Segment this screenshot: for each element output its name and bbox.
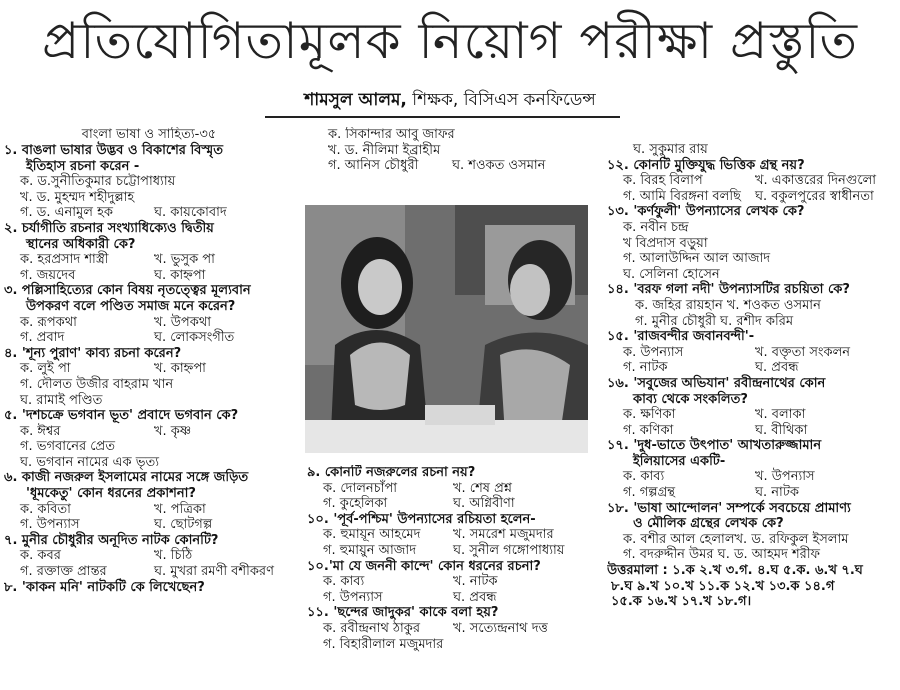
interview-photo <box>305 205 588 453</box>
question-14: ১৪. 'বরফ গলা নদী' উপন্যাসটির রচয়িতা কে? <box>607 282 850 298</box>
option-row <box>307 590 607 606</box>
question-7: ৭. মুনীর চৌধুরীর অনূদিত নাটক কোনটি? <box>4 532 219 548</box>
option: ঘ. মুখরা রমণী বশীকরণ <box>154 564 274 580</box>
question-4: ৪. 'শূন্য পুরাণ' কাব্য রচনা করেন? <box>4 345 182 361</box>
section-title: বাংলা ভাষা ও সাহিত্য-৩৫ <box>81 127 217 142</box>
option: ক. দোলনচাঁপা <box>323 480 398 496</box>
byline-role: শিক্ষক, বিসিএস কনফিডেন্স <box>412 90 596 110</box>
option: ঘ. অগ্নিবীণা <box>453 496 515 512</box>
option: খ. সত্যেন্দ্রনাথ দত্ত <box>453 620 548 636</box>
question-18-cont: ও মৌলিক গ্রন্থের লেখক কে? <box>633 516 784 532</box>
option: ঘ. বকুলপুরের স্বাধীনতা <box>755 188 874 204</box>
option: গ. ড. এনামুল হক <box>20 205 113 221</box>
option-row <box>607 142 900 158</box>
option: খ. ড. মুহম্মদ শহীদুল্লাহ <box>20 189 135 205</box>
option-row <box>4 548 294 564</box>
option: গ. ভগবানের প্রেত <box>20 439 115 455</box>
option: গ. জয়দেব <box>20 267 76 283</box>
question-15: ১৫. 'রাজবন্দীর জবানবন্দী'- <box>607 329 755 345</box>
option: ক. কাব্য <box>323 574 365 590</box>
option-row <box>607 251 900 267</box>
question-3-cont: উপকরণ বলে পণ্ডিত সমাজ মনে করেন? <box>26 298 236 314</box>
option: খ. নাটক <box>453 574 498 590</box>
option: ক. ক্ষণিকা <box>623 407 676 423</box>
question-6-cont: 'ধূমকেতু' কোন ধরনের প্রকাশনা? <box>26 486 196 502</box>
option-row <box>4 377 294 393</box>
option-row <box>4 252 294 268</box>
option: গ. আনিস চৌধুরী <box>328 158 419 174</box>
headline: প্রতিযোগিতামূলক নিয়োগ পরীক্ষা প্রস্তুতি <box>41 12 859 70</box>
question-18: ১৮. 'ভাষা আন্দোলন' সম্পর্কে সবচেয়ে প্রামাণ্য <box>607 500 851 516</box>
option-row <box>4 439 294 455</box>
option: গ. মুনীর চৌধুরী ঘ. রশীদ করিম <box>635 313 794 329</box>
option-row <box>607 532 900 548</box>
question-10: ১০. 'পূর্ব-পশ্চিম' উপন্যাসের রচিয়তা হলেন- <box>307 511 536 527</box>
option-row <box>307 543 607 559</box>
option: ক. উপন্যাস <box>623 344 684 360</box>
option: গ. উপন্যাস <box>323 589 383 605</box>
option: খ. সমরেশ মজুমদার <box>453 527 554 543</box>
option-row <box>607 236 900 252</box>
option: গ. আলাউদ্দিন আল আজাদ <box>623 251 771 267</box>
option: ক. হরপ্রসাদ শাস্ত্রী <box>20 252 109 268</box>
option: গ. বিহারীলাল মজুমদার <box>323 636 444 652</box>
column-2-bottom <box>307 465 607 690</box>
option-row <box>4 361 294 377</box>
option: ঘ. ভগবান নামের এক ভৃত্য <box>20 454 159 470</box>
option-row <box>307 574 607 590</box>
question-9: ৯. কোনটি নজরুলের রচনা নয়? <box>307 465 476 480</box>
option-row <box>607 173 900 189</box>
option: ঘ. নাটক <box>755 485 800 501</box>
option-row <box>4 455 294 471</box>
option: গ. কুহেলিকা <box>323 496 388 512</box>
option: ক. লুই পা <box>20 361 71 377</box>
option: ক. জহির রায়হান খ. শওকত ওসমান <box>635 297 821 313</box>
option-row <box>4 205 294 221</box>
option: ক. বিরহ বিলাপ <box>623 173 703 189</box>
question-8: ৮. 'কাকন মনি' নাটকটি কে লিখেছেন? <box>4 579 205 595</box>
option: ঘ. কায়কোবাদ <box>154 205 227 221</box>
question-6: ৬. কাজী নজরুল ইসলামের নামের সঙ্গে জড়িত <box>4 470 249 486</box>
option-row <box>307 527 607 543</box>
option: খ. একাত্তরের দিনগুলো <box>755 173 877 189</box>
option: গ. আমি বিরঙ্গনা বলছি <box>623 188 741 204</box>
option: ঘ. কাহ্নপা <box>154 267 206 283</box>
option: খ. শেষ প্রশ্ন <box>453 480 512 496</box>
question-10x: ১০.'মা যে জননী কান্দে' কোন ধরনের রচনা? <box>307 558 541 574</box>
option: খ. কৃষ্ণ <box>154 423 192 439</box>
answer-key-line-3: ১৫.ক ১৬.খ ১৭.খ ১৮.গ। <box>611 594 752 610</box>
option: খ. বলাকা <box>755 407 806 423</box>
byline <box>0 88 900 112</box>
option-row <box>4 190 294 206</box>
option-row <box>607 423 900 439</box>
option-row <box>4 315 294 331</box>
option: গ. দৌলত উজীর বাহরাম খান <box>20 376 174 392</box>
option: খ. ড. নীলিমা ইব্রাহীম <box>328 142 441 158</box>
option-row <box>607 485 900 501</box>
option: ঘ. সেলিনা হোসেন <box>623 266 720 282</box>
question-3: ৩. পল্লিসাহিত্যের কোন বিষয় নৃতত্ত্বের মূল্যবান <box>4 283 251 299</box>
option-row <box>312 143 597 159</box>
option: ক. ড.সুনীতিকুমার চট্টোপাধ্যায় <box>20 174 176 190</box>
column-2-top <box>312 127 597 202</box>
question-5: ৫. 'দশচক্রে ভগবান ভূত' প্রবাদে ভগবান কে? <box>4 408 239 424</box>
option-row <box>4 424 294 440</box>
option-row <box>607 345 900 361</box>
option: ক. সিকান্দার আবু জাফর <box>328 127 455 142</box>
option-row <box>4 268 294 284</box>
option: ক. কবর <box>20 548 61 564</box>
option: খ. উপন্যাস <box>755 469 815 485</box>
option-row <box>607 469 900 485</box>
option: ক. কবিতা <box>20 501 71 517</box>
option: ক. বশীর আল হেলালখ. ড. রফিকুল ইসলাম <box>623 531 849 547</box>
option-row <box>607 267 900 283</box>
option-row <box>4 393 294 409</box>
option: ঘ. রামাই পণ্ডিত <box>20 392 103 408</box>
answer-key-line-2: ৮.ঘ ৯.খ ১০.খ ১১.ক ১২.খ ১৩.ক ১৪.গ <box>611 578 835 594</box>
option: ঘ. সুকুমার রায় <box>633 142 708 157</box>
option-row <box>607 298 900 314</box>
option: ক. কাব্য <box>623 469 665 485</box>
option-row <box>307 637 607 653</box>
option: গ. নাটক <box>623 360 668 376</box>
option-row <box>307 481 607 497</box>
option: ঘ. সুনীল গঙ্গোপাধ্যায় <box>453 542 565 558</box>
option-row <box>607 360 900 376</box>
option: ক. রূপকথা <box>20 314 77 330</box>
option-row <box>607 547 900 563</box>
answer-key-line-1: উত্তরমালা : ১.ক ২.খ ৩.গ. ৪.ঘ ৫.ক. ৬.খ ৭.ঘ <box>607 563 863 579</box>
question-1-cont: ইতিহাস রচনা করেন - <box>26 158 140 174</box>
option: গ. বদরুদ্দীন উমর ঘ. ড. আহমদ শরীফ <box>623 547 821 563</box>
option-row <box>607 314 900 330</box>
option: খ. কাহ্নপা <box>154 361 206 377</box>
question-1: ১. বাঙলা ভাষার উদ্ভব ও বিকাশের বিস্মৃত <box>4 143 223 158</box>
option: গ. প্রবাদ <box>20 330 65 346</box>
option: খ. বক্তৃতা সংকলন <box>755 344 851 360</box>
question-17: ১৭. 'দুধ-ভাতে উৎপাত' আখতারুজ্জামান <box>607 438 822 454</box>
option: গ. হুমায়ুন আজাদ <box>323 542 417 558</box>
option-row <box>4 564 294 580</box>
option: খ. উপকথা <box>154 314 212 330</box>
option-row <box>607 189 900 205</box>
column-1 <box>4 127 294 690</box>
question-16: ১৬. 'সবুজের অভিযান' রবীন্দ্রনাথের কোন <box>607 375 826 391</box>
question-12: ১২. কোনটি মুক্তিযুদ্ধ ভিত্তিক গ্রন্থ নয়? <box>607 157 805 173</box>
question-11: ১১. 'ছন্দের জাদুকর' কাকে বলা হয়? <box>307 605 499 621</box>
option-row <box>307 621 607 637</box>
option: ঘ. লোকসংগীত <box>154 330 235 346</box>
option: ক. রবীন্দ্রনাথ ঠাকুর <box>323 620 421 636</box>
option: খ. ভুসুক পা <box>154 252 215 268</box>
photo-illustration <box>305 205 588 453</box>
option: গ. কণিকা <box>623 422 674 438</box>
option: খ. পত্রিকা <box>154 501 206 517</box>
question-2: ২. চর্যাগীতি রচনার সংখ্যাধিক্যেও দ্বিতীয় <box>4 220 214 236</box>
option: ঘ. বীথিকা <box>755 422 808 438</box>
option: খ. চিঠি <box>154 548 193 564</box>
option-row <box>4 502 294 518</box>
option: ক. ঈশ্বর <box>20 423 61 439</box>
question-17-cont: ইলিয়াসের একটি- <box>633 453 726 469</box>
option: ঘ. শওকত ওসমান <box>452 158 546 174</box>
option: ক. হুমায়ূন আহমেদ <box>323 527 421 543</box>
option: ক. নবীন চন্দ্র <box>623 219 689 235</box>
option: ঘ. প্রবন্ধ <box>755 360 799 376</box>
option-row <box>607 220 900 236</box>
question-2-cont: স্থানের অধিকারী কে? <box>26 236 136 252</box>
byline-author: শামসুল আলম, <box>304 90 407 110</box>
question-13: ১৩. 'কর্ণফুলী' উপন্যাসের লেখক কে? <box>607 204 805 220</box>
option-row <box>307 496 607 512</box>
option: গ. রক্তাক্ত প্রান্তর <box>20 564 107 580</box>
option: খ বিপ্রদাস বড়ুয়া <box>623 235 708 251</box>
question-16-cont: কাব্য থেকে সংকলিত? <box>633 391 748 407</box>
option-row <box>4 517 294 533</box>
option: গ. গল্পগ্রন্থ <box>623 485 675 501</box>
option-row <box>607 407 900 423</box>
option-row <box>4 330 294 346</box>
option-row <box>4 174 294 190</box>
column-3 <box>607 142 900 690</box>
option-row <box>312 158 597 174</box>
option: গ. উপন্যাস <box>20 517 80 533</box>
option: ঘ. ছোটগল্প <box>154 517 213 533</box>
option-row <box>312 127 597 143</box>
option: ঘ. প্রবন্ধ <box>453 589 497 605</box>
byline-rule <box>265 116 620 118</box>
